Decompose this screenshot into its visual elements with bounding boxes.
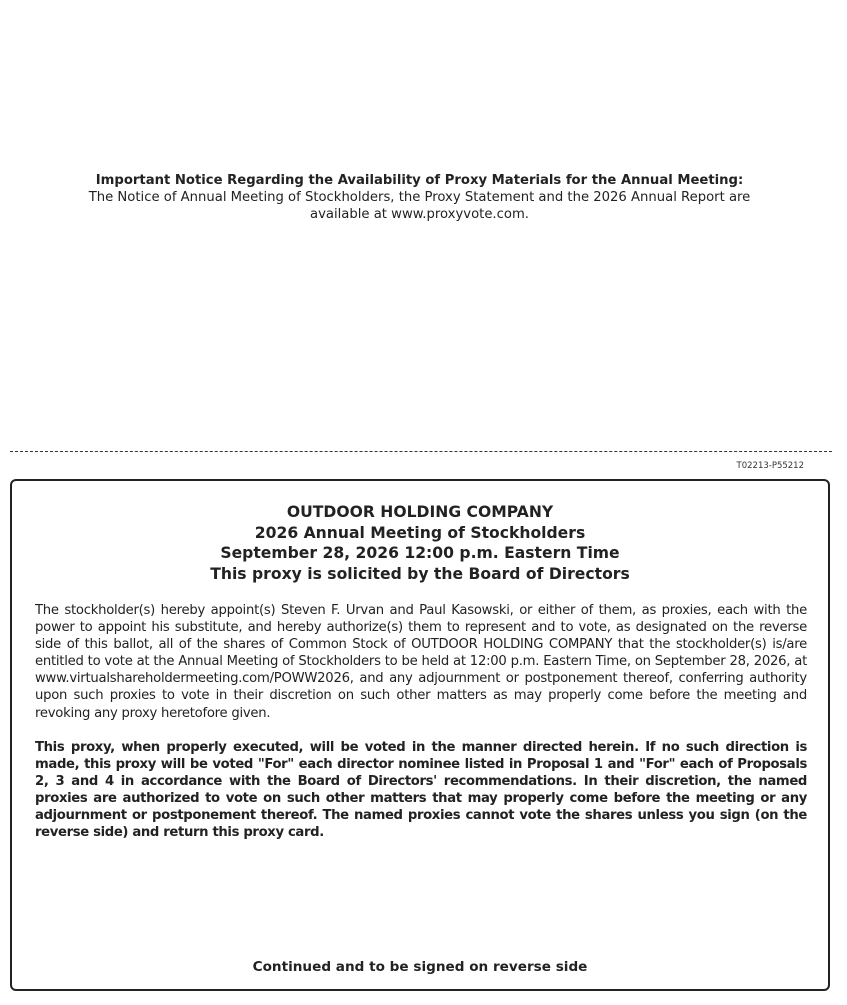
notice-body-line-1: The Notice of Annual Meeting of Stockholders, the Proxy Statement and the 2026 Annual Report are	[88, 190, 751, 205]
company-name: OUTDOOR HOLDING COMPANY	[286, 503, 554, 521]
card-title	[12, 502, 828, 584]
proxy-availability-notice	[0, 172, 839, 223]
notice-body-line-2: available at www.proxyvote.com.	[310, 207, 529, 222]
solicitation-statement: This proxy is solicited by the Board of Directors	[210, 564, 630, 583]
proxy-card	[10, 479, 830, 991]
job-code: T02213-P55212	[736, 461, 804, 471]
voting-direction-paragraph: This proxy, when properly executed, will be voted in the manner directed herein. If no such direction is made, this proxy will be voted "For" each director nominee listed in Proposal 1 and "For" each of Proposals 2, 3 and 4 in accordance with the Board of Directors' recommendations. In their discretion, the named proxies are authorized to vote on such other matters that may properly come before the meeting or any adjournment or postponement thereof. The named proxies cannot vote the shares unless you sign (on the reverse side) and return this proxy card.	[35, 740, 807, 841]
continued-on-reverse-note: Continued and to be signed on reverse side	[252, 959, 588, 975]
perforation-tear-line	[10, 451, 832, 452]
notice-heading: Important Notice Regarding the Availability of Proxy Materials for the Annual Meeting:	[95, 173, 744, 188]
meeting-name: 2026 Annual Meeting of Stockholders	[254, 523, 586, 542]
meeting-datetime: September 28, 2026 12:00 p.m. Eastern Time	[220, 544, 620, 562]
proxy-appointment-paragraph: The stockholder(s) hereby appoint(s) Steven F. Urvan and Paul Kasowski, or either of them, as proxies, each with the power to appoint his substitute, and hereby authorize(s) them to represent and to vote, as designated on the reverse side of this ballot, all of the shares of Common Stock of OUTDOOR HOLDING COMPANY that the stockholder(s) is/are entitled to vote at the Annual Meeting of Stockholders to be held at 12:00 p.m. Eastern Time, on September 28, 2026, at www.virtualshareholdermeeting.com/POWW2026, and any adjournment or postponement thereof, conferring authority upon such proxies to vote in their discretion on such other matters as may properly come before the meeting and revoking any proxy heretofore given.	[35, 603, 807, 721]
